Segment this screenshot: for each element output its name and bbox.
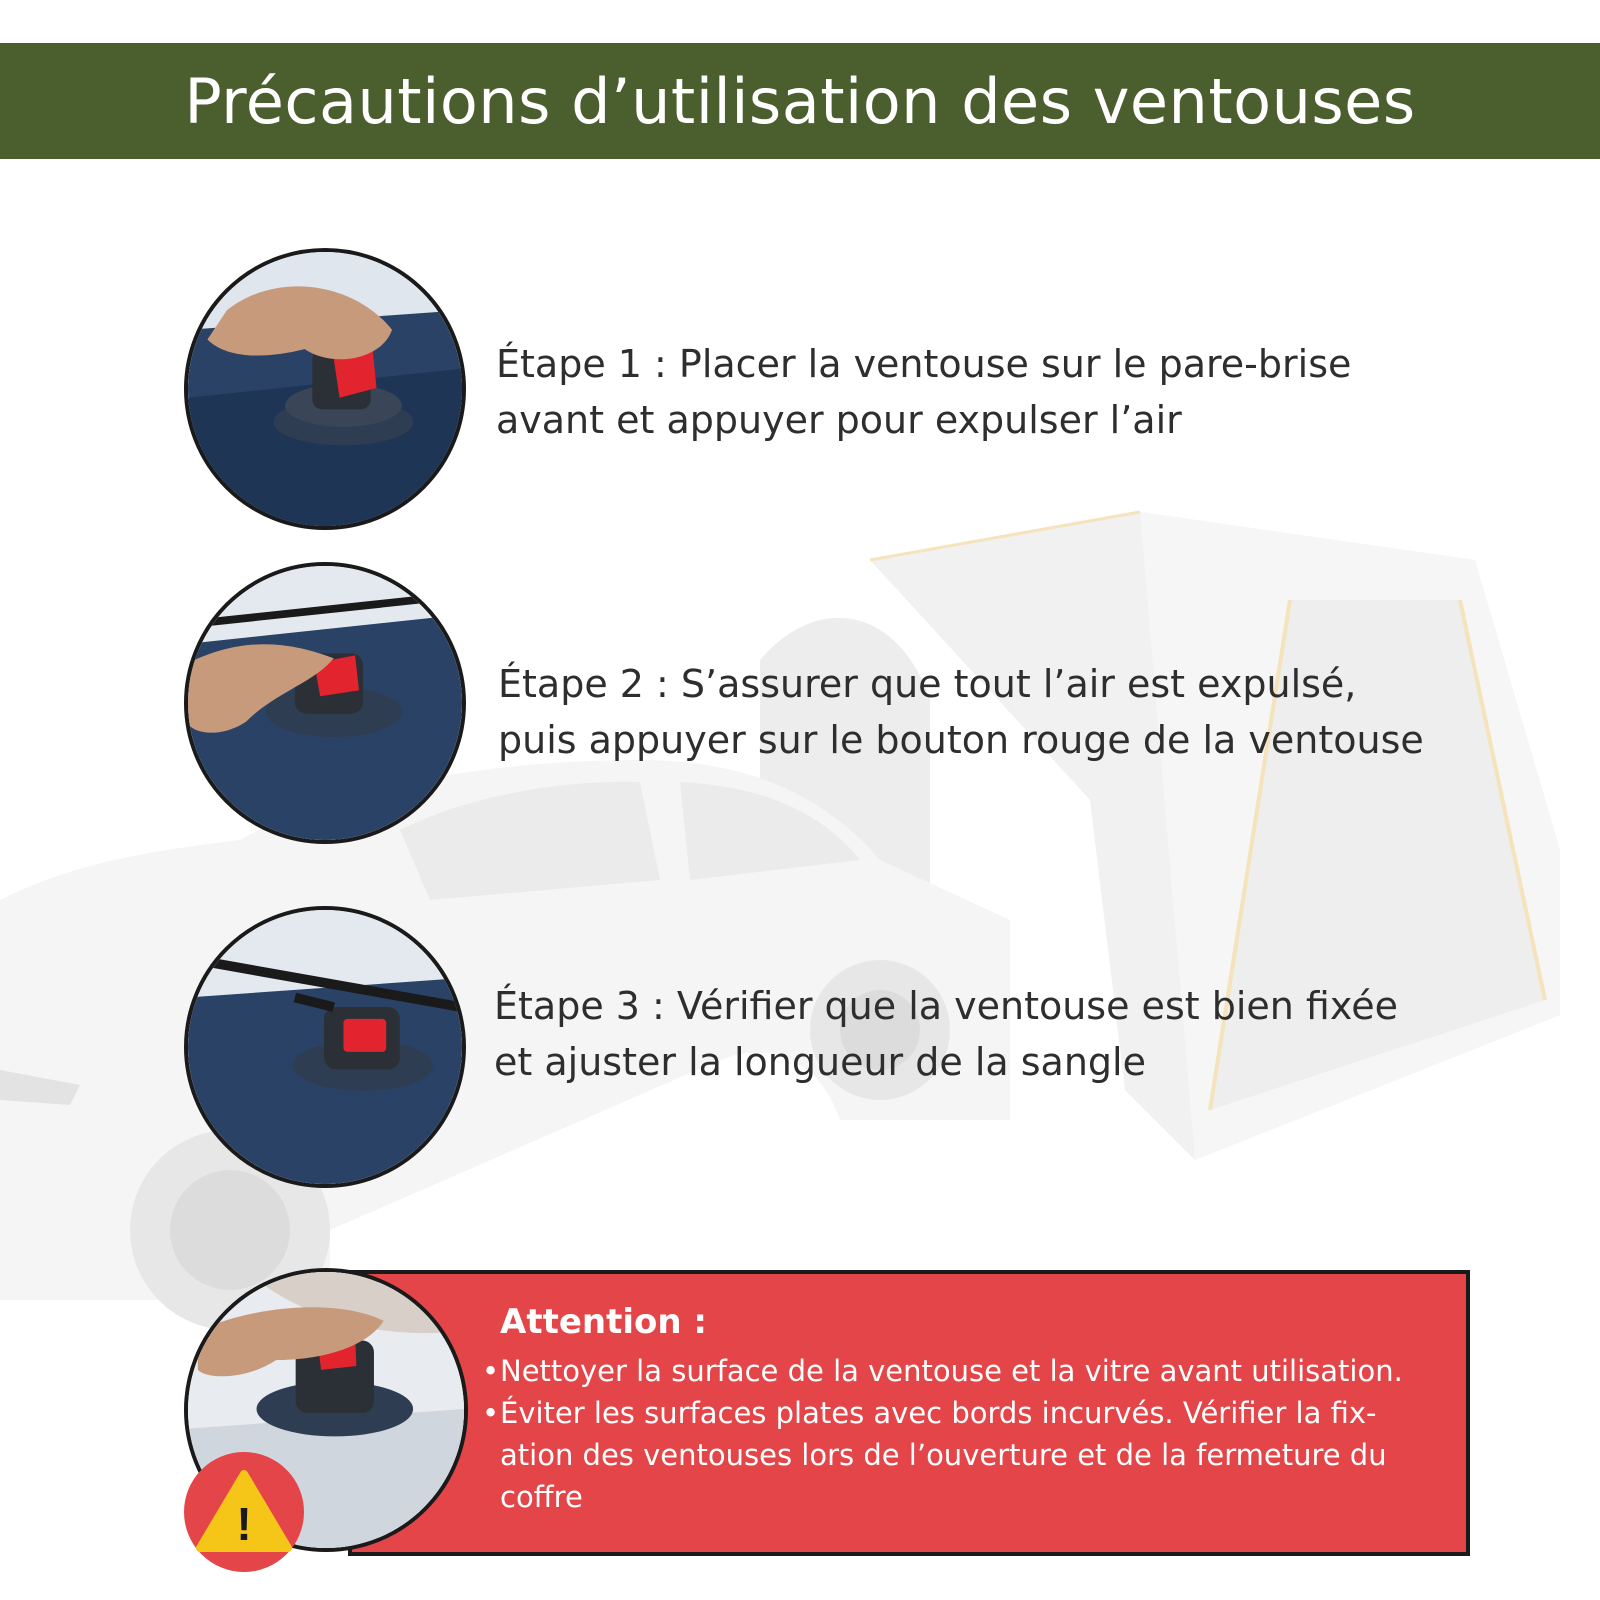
step-1-text: Étape 1 : Placer la ventouse sur le pare-brise avant et appuyer pour expulser l’air [496, 342, 1352, 442]
step-3-text: Étape 3 : Vérifier que la ventouse est bien fixée et ajuster la longueur de la sangle [494, 984, 1398, 1084]
warning-triangle-icon [184, 1452, 304, 1572]
warning-item: • Éviter les surfaces plates avec bords incurvés. Vérifier la fix- ation des ventouses lors de l’ouverture et de la fermeture du coffre [482, 1392, 1442, 1518]
step-2-text: Étape 2 : S’assurer que tout l’air est expulsé, puis appuyer sur le bouton rouge de la ventouse [498, 662, 1424, 762]
step-3-image [184, 906, 466, 1188]
svg-text:!: ! [236, 1498, 252, 1550]
step-1-image [184, 248, 466, 530]
alert-badge [184, 1452, 304, 1572]
bullet-marker: • [482, 1354, 500, 1388]
warning-item: • Nettoyer la surface de la ventouse et la vitre avant utilisation. [482, 1350, 1442, 1392]
bullet-marker: • [482, 1396, 500, 1430]
page-title: Précautions d’utilisation des ventouses [184, 64, 1416, 138]
warning-list [482, 1350, 1442, 1518]
warning-title: Attention : [500, 1302, 707, 1342]
title-banner [0, 43, 1600, 159]
step-2-image [184, 562, 466, 844]
